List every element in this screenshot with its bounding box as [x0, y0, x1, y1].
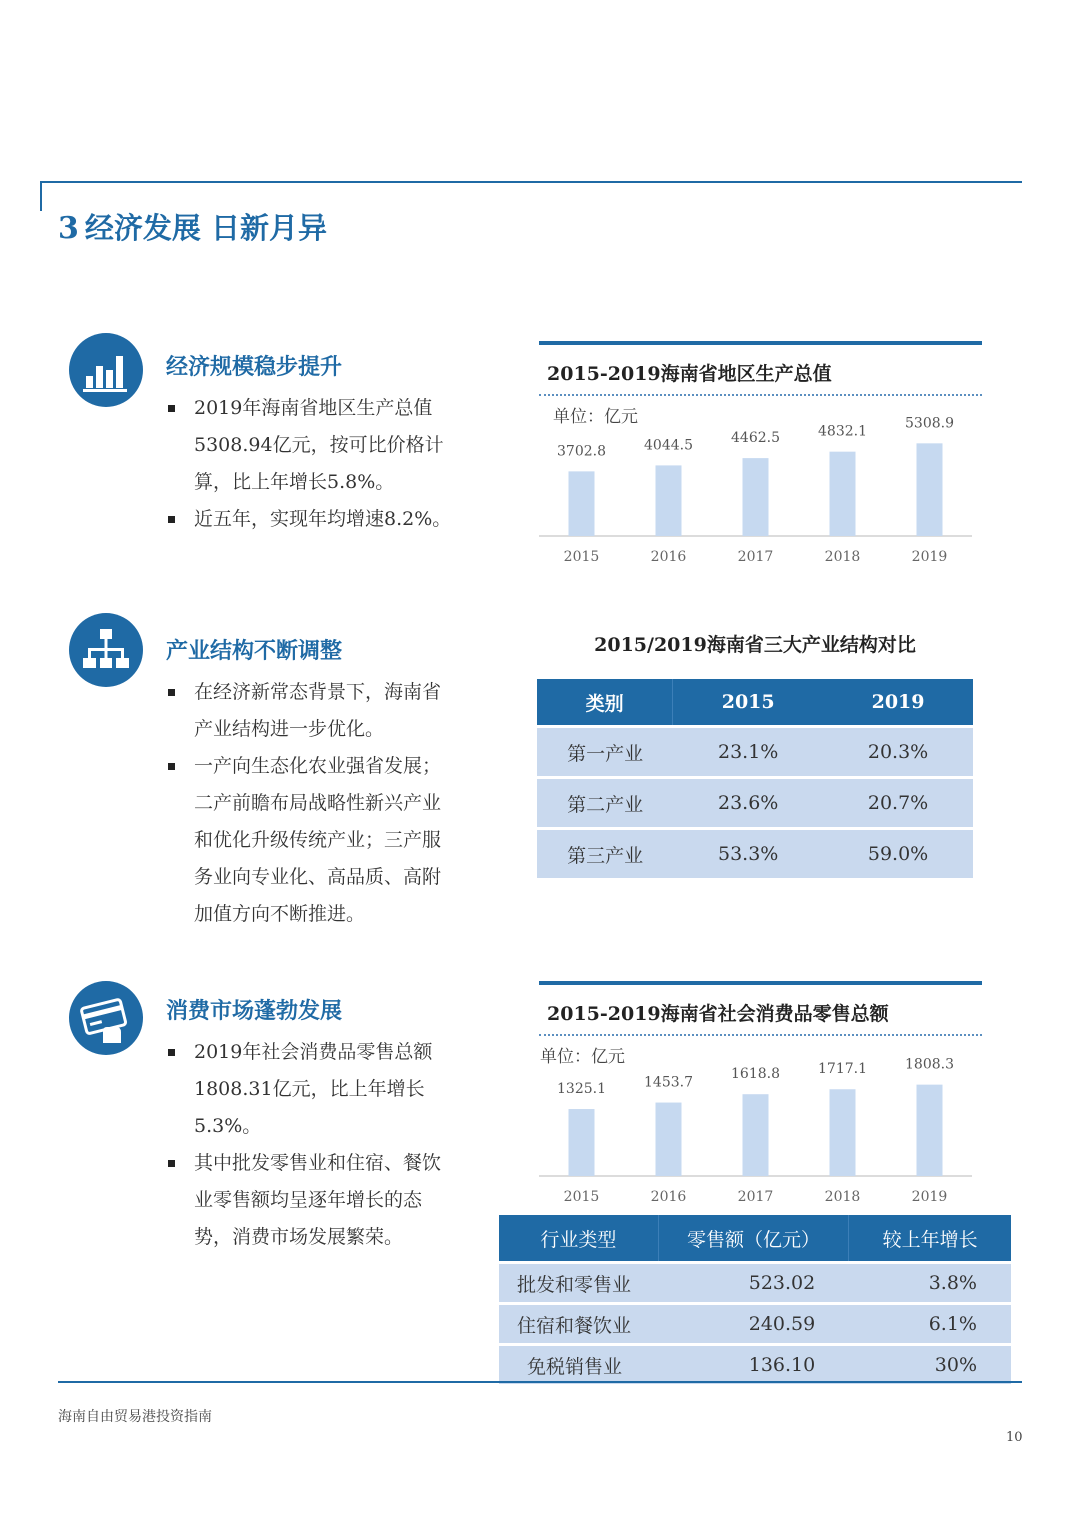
retail-header-type: 行业类型 [499, 1215, 659, 1261]
gdp-bar-2018 [830, 452, 856, 536]
structure-cell: 第一产业 [537, 725, 673, 776]
retail-tick-label: 2019 [911, 1189, 948, 1205]
retail-value-label: 1453.7 [644, 1074, 693, 1091]
table-row [499, 1302, 1011, 1343]
retail-header-amount: 零售额（亿元） [659, 1215, 849, 1261]
gdp-value-label: 4044.5 [644, 437, 693, 454]
table-row [499, 1343, 1011, 1384]
gdp-value-label: 5308.9 [905, 415, 954, 432]
gdp-bullets [168, 390, 458, 538]
retail-value-label: 1717.1 [818, 1061, 867, 1078]
section-title [58, 206, 327, 247]
consumption-subtitle: 消费市场蓬勃发展 [166, 998, 343, 1024]
retail-tick-label: 2017 [737, 1189, 774, 1205]
retail-tick-label: 2018 [824, 1189, 861, 1205]
industry-bullet-1: 在经济新常态背景下，海南省产业结构进一步优化。 [168, 674, 458, 748]
retail-chart-unit: 单位：亿元 [540, 1047, 625, 1067]
retail-tick-label: 2015 [563, 1189, 600, 1205]
retail-value-label: 1808.3 [905, 1056, 954, 1073]
gdp-bar-2016 [656, 465, 682, 536]
gdp-tick-label: 2018 [824, 549, 861, 565]
top-rule-tick [40, 181, 42, 211]
structure-table [537, 679, 973, 878]
structure-cell: 第三产业 [537, 827, 673, 878]
retail-cell: 30% [849, 1343, 1011, 1384]
retail-cell: 3.8% [849, 1261, 1011, 1302]
retail-table [499, 1215, 1011, 1384]
footer-text: 海南自由贸易港投资指南 [58, 1409, 212, 1425]
structure-cell: 第二产业 [537, 776, 673, 827]
retail-cell: 523.02 [659, 1261, 849, 1302]
retail-bar-2015 [569, 1109, 595, 1176]
retail-value-label: 1618.8 [731, 1066, 780, 1083]
bottom-rule [58, 1381, 1022, 1383]
retail-header-growth: 较上年增长 [849, 1215, 1011, 1261]
consumption-bullets [168, 1034, 458, 1256]
top-rule [40, 181, 1022, 183]
retail-table-header [499, 1215, 1011, 1261]
retail-chart-title: 2015-2019海南省社会消费品零售总额 [547, 1003, 889, 1025]
structure-header-2015: 2015 [673, 679, 823, 725]
retail-tick-label: 2016 [650, 1189, 687, 1205]
gdp-chart-title: 2015-2019海南省地区生产总值 [547, 363, 832, 385]
section-number: 3 [58, 211, 79, 246]
structure-table-title: 2015/2019海南省三大产业结构对比 [594, 634, 916, 656]
gdp-chart-plot [539, 400, 982, 572]
table-row [537, 776, 973, 827]
structure-header-2019: 2019 [823, 679, 973, 725]
chart-dotted-rule [539, 394, 982, 396]
gdp-value-label: 4832.1 [818, 423, 867, 440]
gdp-bullet-2: 近五年，实现年均增速8.2%。 [168, 501, 458, 538]
industry-subtitle: 产业结构不断调整 [166, 638, 343, 664]
structure-table-header [537, 679, 973, 725]
structure-cell: 53.3% [673, 827, 823, 878]
table-row [499, 1261, 1011, 1302]
bar-chart-icon [69, 333, 143, 407]
consumption-bullet-2: 其中批发零售业和住宿、餐饮业零售额均呈逐年增长的态势，消费市场发展繁荣。 [168, 1145, 458, 1256]
section-title-text: 经济发展 日新月异 [84, 211, 327, 245]
structure-cell: 20.7% [823, 776, 973, 827]
structure-cell: 59.0% [823, 827, 973, 878]
gdp-tick-label: 2017 [737, 549, 774, 565]
credit-card-icon [69, 981, 143, 1055]
retail-cell: 6.1% [849, 1302, 1011, 1343]
structure-cell: 23.6% [673, 776, 823, 827]
gdp-tick-label: 2016 [650, 549, 687, 565]
retail-value-label: 1325.1 [557, 1081, 606, 1098]
retail-bar-2017 [743, 1094, 769, 1176]
table-row [537, 725, 973, 776]
gdp-bar-2017 [743, 458, 769, 536]
structure-cell: 23.1% [673, 725, 823, 776]
industry-bullet-2: 一产向生态化农业强省发展；二产前瞻布局战略性新兴产业和优化升级传统产业；三产服务业向专业化、高品质、高附加值方向不断推进。 [168, 748, 458, 933]
page-number: 10 [1006, 1430, 1023, 1445]
consumption-bullet-1: 2019年社会消费品零售总额1808.31亿元，比上年增长5.3%。 [168, 1034, 458, 1145]
gdp-chart [539, 341, 982, 396]
org-structure-icon [69, 613, 143, 687]
table-row [537, 827, 973, 878]
gdp-subtitle: 经济规模稳步提升 [166, 354, 343, 380]
gdp-value-label: 4462.5 [731, 430, 780, 447]
structure-cell: 20.3% [823, 725, 973, 776]
retail-bar-2018 [830, 1089, 856, 1176]
gdp-bar-2015 [569, 471, 595, 536]
retail-cell: 住宿和餐饮业 [499, 1302, 659, 1343]
industry-bullets [168, 674, 458, 933]
retail-bar-2016 [656, 1103, 682, 1176]
gdp-chart-unit: 单位：亿元 [553, 407, 638, 427]
structure-header-category: 类别 [537, 679, 673, 725]
retail-cell: 批发和零售业 [499, 1261, 659, 1302]
retail-chart-plot [539, 1040, 982, 1212]
retail-bar-2019 [917, 1085, 943, 1176]
gdp-tick-label: 2019 [911, 549, 948, 565]
gdp-bullet-1: 2019年海南省地区生产总值5308.94亿元，按可比价格计算，比上年增长5.8%。 [168, 390, 458, 501]
retail-cell: 240.59 [659, 1302, 849, 1343]
retail-cell: 136.10 [659, 1343, 849, 1384]
retail-chart [539, 981, 982, 1036]
chart-dotted-rule [539, 1034, 982, 1036]
gdp-value-label: 3702.8 [557, 443, 606, 460]
gdp-bar-2019 [917, 443, 943, 536]
retail-cell: 免税销售业 [499, 1343, 659, 1384]
gdp-tick-label: 2015 [563, 549, 600, 565]
